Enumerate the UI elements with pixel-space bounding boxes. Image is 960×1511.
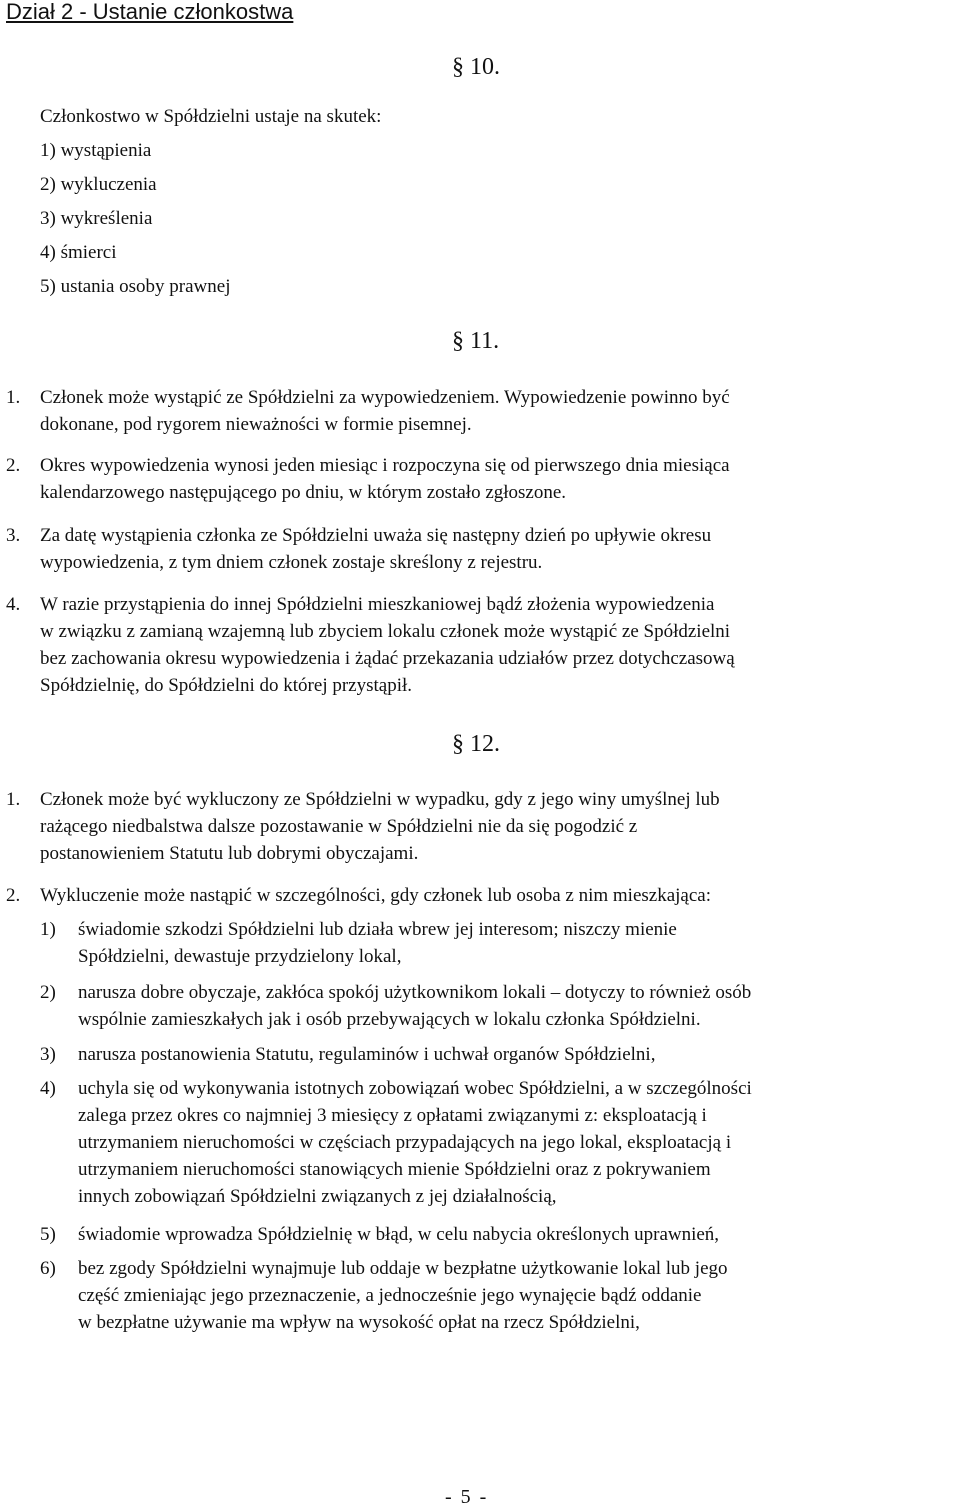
text-line: bez zachowania okresu wypowiedzenia i żądać przekazania udziałów przez dotychczasową	[40, 648, 735, 669]
subitem-number: 2)	[40, 982, 56, 1003]
subitem-number: 6)	[40, 1258, 56, 1279]
text-line: wspólnie zamieszkałych jak i osób przebywających w lokalu członka Spółdzielni.	[78, 1009, 701, 1030]
subitem-number: 1)	[40, 919, 56, 940]
paragraph-10-intro: Członkostwo w Spółdzielni ustaje na skutek:	[40, 106, 382, 127]
text-line: wypowiedzenia, z tym dniem członek zostaje skreślony z rejestru.	[40, 552, 543, 573]
text-line: Okres wypowiedzenia wynosi jeden miesiąc i rozpoczyna się od pierwszego dnia miesiąca	[40, 455, 730, 476]
subitem-number: 5)	[40, 1224, 56, 1245]
text-line: innych zobowiązań Spółdzielni związanych z jej działalnością,	[78, 1186, 557, 1207]
point-text	[40, 522, 956, 576]
text-line: postanowieniem Statutu lub dobrymi obyczajami.	[40, 843, 419, 864]
list-item: 3) wykreślenia	[40, 208, 153, 229]
paragraph-12-mark: § 12.	[452, 731, 500, 757]
subitem-text	[78, 1221, 956, 1248]
point-number: 1.	[6, 387, 21, 408]
point-text	[40, 384, 956, 438]
section-heading: Dział 2 - Ustanie członkostwa	[6, 0, 294, 24]
text-line: w związku z zamianą wzajemną lub zbyciem lokalu członek może wystąpić ze Spółdzielni	[40, 621, 731, 642]
point-number: 2.	[6, 455, 21, 476]
text-line: Członek może być wykluczony ze Spółdzielni w wypadku, gdy z jego winy umyślnej lub	[40, 789, 720, 810]
list-item: 2) wykluczenia	[40, 174, 157, 195]
paragraph-10-mark: § 10.	[452, 54, 500, 80]
text-line: utrzymaniem nieruchomości stanowiących mienie Spółdzielni oraz z pokrywaniem	[78, 1159, 711, 1180]
list-item: 4) śmierci	[40, 242, 117, 263]
subitem-text	[78, 1041, 956, 1068]
subitem-text	[78, 1075, 956, 1210]
text-line: świadomie wprowadza Spółdzielnię w błąd, w celu nabycia określonych uprawnień,	[78, 1224, 720, 1245]
text-line: W razie przystąpienia do innej Spółdzielni mieszkaniowej bądź złożenia wypowiedzenia	[40, 594, 715, 615]
point-number: 1.	[6, 789, 21, 810]
text-line: bez zgody Spółdzielni wynajmuje lub oddaje w bezpłatne użytkowanie lokal lub jego	[78, 1258, 728, 1279]
text-line: dokonane, pod rygorem nieważności w formie pisemnej.	[40, 414, 472, 435]
text-line: kalendarzowego następującego po dniu, w którym zostało zgłoszone.	[40, 482, 567, 503]
point-text: Wykluczenie może nastąpić w szczególności, gdy członek lub osoba z nim mieszkająca:	[40, 885, 711, 906]
text-line: zalega przez okres co najmniej 3 miesięcy z opłatami związanymi z: eksploatacją i	[78, 1105, 707, 1126]
subitem-number: 3)	[40, 1044, 56, 1065]
paragraph-11-mark: § 11.	[452, 328, 500, 354]
point-text	[40, 786, 956, 867]
text-line: część zmieniając jego przeznaczenie, a jednocześnie jego wynajęcie bądź oddanie	[78, 1285, 702, 1306]
text-line: narusza dobre obyczaje, zakłóca spokój użytkownikom lokali – dotyczy to również osób	[78, 982, 752, 1003]
text-line: Za datę wystąpienia członka ze Spółdzielni uważa się następny dzień po upływie okresu	[40, 525, 712, 546]
page-number: - 5 -	[445, 1486, 489, 1508]
subitem-text	[78, 916, 956, 970]
text-line: świadomie szkodzi Spółdzielni lub działa wbrew jej interesom; niszczy mienie	[78, 919, 677, 940]
text-line: uchyla się od wykonywania istotnych zobowiązań wobec Spółdzielni, a w szczególności	[78, 1078, 752, 1099]
text-line: w bezpłatne używanie ma wpływ na wysokość opłat na rzecz Spółdzielni,	[78, 1312, 640, 1333]
text-line: Spółdzielni, dewastuje przydzielony lokal,	[78, 946, 402, 967]
text-line: Spółdzielnię, do Spółdzielni do której przystąpił.	[40, 675, 413, 696]
point-number: 3.	[6, 525, 21, 546]
point-number: 2.	[6, 885, 21, 906]
text-line: utrzymaniem nieruchomości w częściach przypadających na jego lokal, eksploatacją i	[78, 1132, 732, 1153]
point-text	[40, 591, 956, 699]
list-item: 5) ustania osoby prawnej	[40, 276, 231, 297]
subitem-text	[78, 979, 956, 1033]
point-number: 4.	[6, 594, 21, 615]
list-item: 1) wystąpienia	[40, 140, 152, 161]
text-line: rażącego niedbalstwa dalsze pozostawanie w Spółdzielni nie da się pogodzić z	[40, 816, 638, 837]
subitem-text	[78, 1255, 956, 1336]
subitem-number: 4)	[40, 1078, 56, 1099]
text-line: narusza postanowienia Statutu, regulaminów i uchwał organów Spółdzielni,	[78, 1044, 656, 1065]
text-line: Członek może wystąpić ze Spółdzielni za wypowiedzeniem. Wypowiedzenie powinno być	[40, 387, 730, 408]
point-text	[40, 452, 956, 506]
